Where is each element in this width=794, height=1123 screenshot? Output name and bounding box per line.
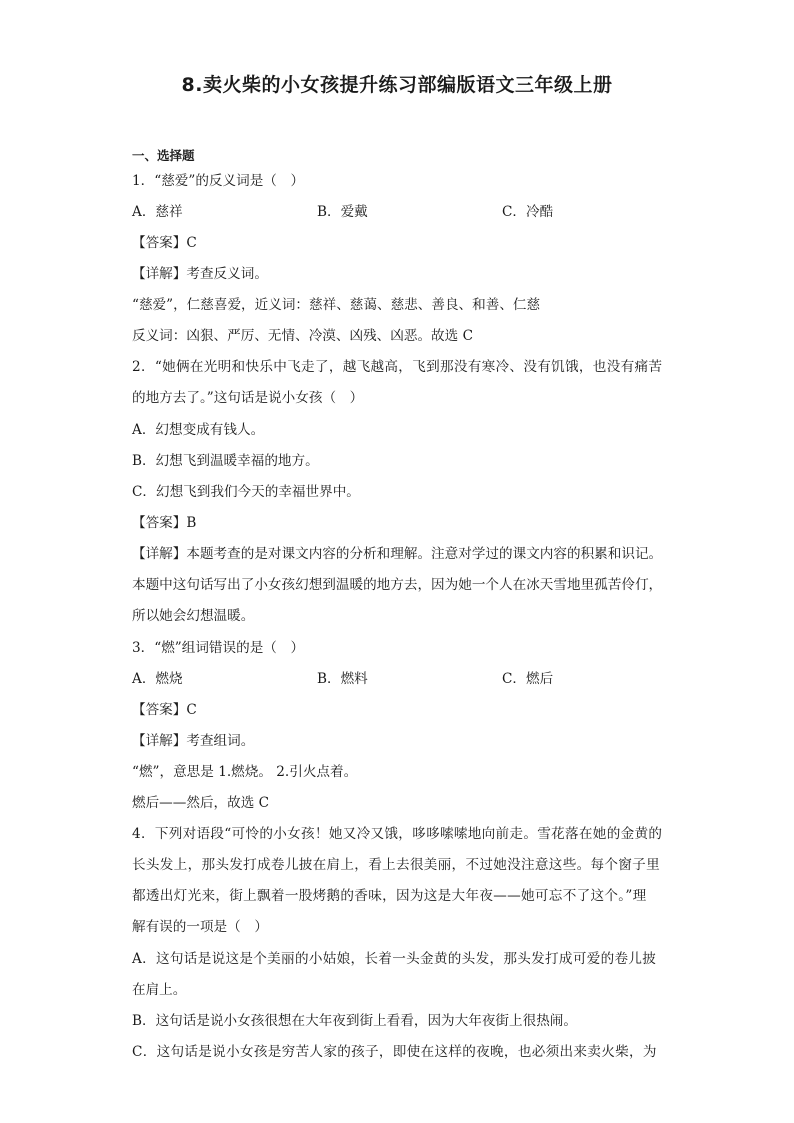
question-4-option-a-continued: 在肩上。: [132, 982, 187, 998]
question-4-option-b: B．这句话是说小女孩很想在大年夜到街上看看，因为大年夜街上很热闹。: [132, 1013, 577, 1029]
question-2-option-a: A．幻想变成有钱人。: [132, 422, 265, 438]
option-a: A．燃烧: [132, 671, 183, 687]
question-3-stem: 3．“燃”组词错误的是（ ）: [132, 640, 305, 656]
question-2-answer: 【答案】B: [132, 515, 197, 531]
question-2-detail-line: 【详解】本题考查的是对课文内容的分析和理解。注意对学过的课文内容的积累和识记。: [132, 546, 663, 562]
question-2-stem-line: 2．“她俩在光明和快乐中飞走了，越飞越高，飞到那没有寒冷、没有饥饿，也没有痛苦: [132, 359, 663, 375]
question-4-option-a: A．这句话是说这是个美丽的小姑娘，长着一头金黄的头发，那头发打成可爱的卷儿披: [132, 951, 657, 967]
option-b: B．爱戴: [317, 204, 368, 220]
question-1-stem: 1．“慈爱”的反义词是（ ）: [132, 173, 305, 189]
question-3-detail-line: 燃后——然后，故选 C: [132, 795, 270, 811]
section-heading: 一、选择题: [132, 148, 195, 163]
question-4-stem-line: 解有误的一项是（ ）: [132, 919, 268, 935]
option-b: B．燃料: [317, 671, 368, 687]
question-1-detail-line: “慈爱”，仁慈喜爱，近义词：慈祥、慈蔼、慈悲、善良、和善、仁慈: [132, 297, 541, 313]
question-1-detail-line: 【详解】考查反义词。: [132, 266, 268, 282]
question-4-option-c: C．这句话是说小女孩是穷苦人家的孩子，即使在这样的夜晚，也必须出来卖火柴，为: [132, 1044, 657, 1060]
question-4-stem-line: 4．下列对语段“可怜的小女孩！她又冷又饿，哆哆嗦嗦地向前走。雪花落在她的金黄的: [132, 826, 663, 842]
option-c: C．燃后: [502, 671, 554, 687]
option-c: C．冷酷: [502, 204, 554, 220]
question-2-detail-line: 本题中这句话写出了小女孩幻想到温暖的地方去，因为她一个人在冰天雪地里孤苦伶仃，: [132, 577, 663, 593]
page-title: 8.卖火柴的小女孩提升练习部编版语文三年级上册: [181, 74, 613, 96]
question-2-option-b: B．幻想飞到温暖幸福的地方。: [132, 453, 319, 469]
question-4-stem-line: 都透出灯光来，街上飘着一股烤鹅的香味，因为这是大年夜——她可忘不了这个。”理: [132, 888, 647, 904]
question-4-stem-line: 长头发上，那头发打成卷儿披在肩上，看上去很美丽，不过她没注意这些。每个窗子里: [132, 857, 660, 873]
question-2-detail-line: 所以她会幻想温暖。: [132, 608, 255, 624]
question-3-detail-line: 【详解】考查组词。: [132, 733, 255, 749]
question-1-answer: 【答案】C: [132, 235, 197, 251]
option-a: A．慈祥: [132, 204, 183, 220]
question-3-detail-line: “燃”，意思是 1.燃烧。 2.引火点着。: [132, 764, 358, 780]
question-3-answer: 【答案】C: [132, 702, 197, 718]
question-2-option-c: C．幻想飞到我们今天的幸福世界中。: [132, 484, 360, 500]
question-2-stem-line: 的地方去了。”这句话是说小女孩（ ）: [132, 390, 364, 406]
question-1-detail-line: 反义词：凶狠、严厉、无情、冷漠、凶残、凶恶。故选 C: [132, 328, 473, 344]
